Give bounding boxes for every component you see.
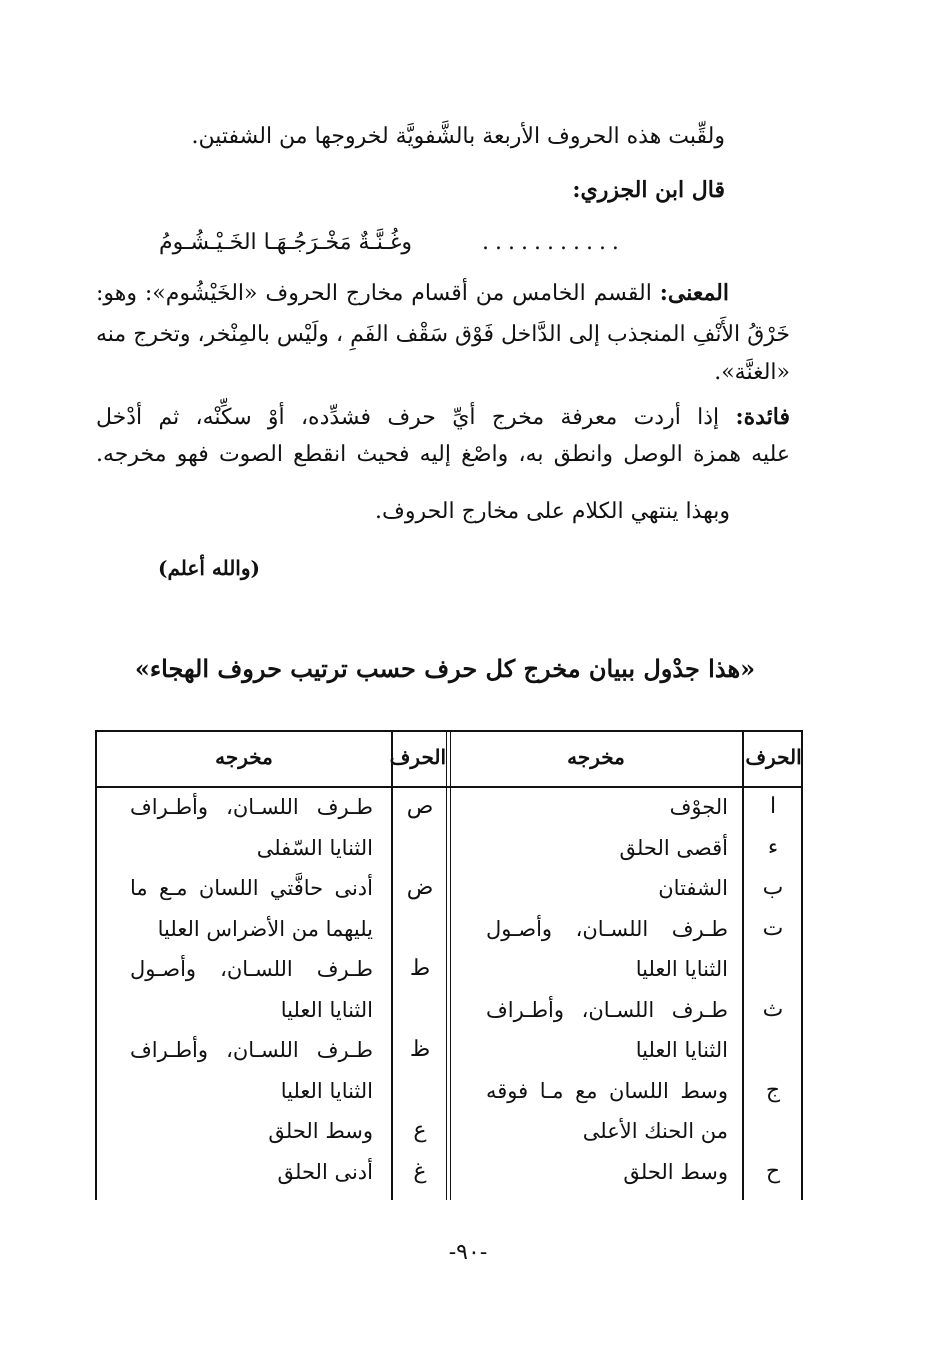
verse-text: وغُـنَّـةٌ مَخْـرَجُـهَـا الخَـيْـشُـومُ bbox=[159, 230, 412, 255]
meaning-line-2: خَرْقُ الأَنْفِ المنجذب إلى الدَّاخل فَوْق سَقْف الفَمِ ، ولَيْس بالمِنْخر، وتخرج منه bbox=[96, 322, 790, 347]
benefit-text-1: إذا أردت معرفة مخرج أيِّ حرف فشدِّده، أوْ سكِّنْه، ثم أدْخل bbox=[96, 405, 720, 430]
right-letter: ج bbox=[765, 1077, 781, 1103]
right-letter: ب bbox=[762, 875, 784, 900]
column-divider-right bbox=[742, 732, 744, 1200]
meaning-line-3: «الغنَّة». bbox=[714, 360, 790, 385]
right-exit-text: من الحنك الأعلى bbox=[582, 1119, 728, 1143]
header-letter-right: الحرف bbox=[745, 745, 802, 769]
benefit-label: فائدة: bbox=[735, 404, 790, 430]
header-exit-right: مخرجه bbox=[567, 745, 625, 769]
column-divider-middle bbox=[446, 732, 451, 1200]
left-exit-text: الثنايا السّفلى bbox=[256, 835, 373, 860]
right-exit-text: الثنايا العليا bbox=[635, 957, 728, 981]
left-exit-text: الثنايا العليا bbox=[280, 1078, 373, 1103]
benefit-paragraph-line1 bbox=[96, 402, 790, 433]
header-exit-left: مخرجه bbox=[215, 745, 273, 769]
benefit-line-2: عليه همزة الوصل وانطق به، واصْغ إليه فحيث انقطع الصوت فهو مخرجه. bbox=[96, 442, 790, 467]
right-exit-text: طـرف اللسـان، وأصـول bbox=[486, 916, 728, 941]
left-letter: ط bbox=[409, 956, 431, 981]
quote-heading: قال ابن الجزري: bbox=[572, 177, 725, 203]
meaning-paragraph-line1 bbox=[96, 278, 729, 309]
closing-line: وبهذا ينتهي الكلام على مخارج الحروف. bbox=[375, 499, 730, 524]
right-letter: ت bbox=[762, 915, 784, 941]
right-exit-text: طـرف اللسـان، وأطـراف bbox=[486, 997, 728, 1022]
right-letter: ح bbox=[765, 1158, 781, 1184]
left-exit-text: طـرف اللسـان، وأطـراف bbox=[130, 795, 373, 819]
left-letter: غ bbox=[413, 1158, 427, 1184]
left-exit-text: أدنى الحلق bbox=[277, 1159, 373, 1184]
left-exit-text: طـرف اللسـان، وأصـول bbox=[130, 957, 373, 981]
right-exit-text: الثنايا العليا bbox=[635, 1038, 728, 1062]
exit-table bbox=[95, 730, 803, 1200]
left-exit-text: الثنايا العليا bbox=[280, 997, 373, 1022]
right-exit-text: وسط الحلق bbox=[623, 1159, 728, 1184]
left-letter: ع bbox=[413, 1118, 427, 1143]
left-exit-text: طـرف اللسـان، وأطـراف bbox=[130, 1038, 373, 1062]
right-letter: ث bbox=[762, 996, 784, 1022]
meaning-label: المعنى: bbox=[659, 280, 729, 306]
left-letter: ص bbox=[406, 794, 434, 819]
intro-line: ولقِّبت هذه الحروف الأربعة بالشَّفويَّة لخروجها من الشفتين. bbox=[191, 124, 725, 149]
left-exit-text: أدنى حافَّتي اللسان مـع ما bbox=[130, 876, 373, 900]
left-exit-text: يليهما من الأضراس العليا bbox=[157, 916, 373, 941]
left-exit-text: وسط الحلق bbox=[268, 1119, 373, 1143]
verse-dots: ........... bbox=[482, 230, 625, 255]
right-exit-text: الشفتان bbox=[658, 876, 728, 900]
right-letter: ا bbox=[769, 794, 777, 819]
allah-knows: (والله أعلم) bbox=[158, 556, 260, 580]
right-letter: ء bbox=[767, 834, 779, 860]
right-exit-text: أقصى الحلق bbox=[619, 835, 728, 860]
right-exit-text: الجوْف bbox=[669, 795, 728, 819]
meaning-text-1: القسم الخامس من أقسام مخارج الحروف «الخَيْشُوم»: وهو: bbox=[96, 281, 652, 306]
header-letter-left: الحرف bbox=[389, 745, 446, 769]
table-title: «هذا جدْول ببيان مخرج كل حرف حسب ترتيب حروف الهجاء» bbox=[134, 654, 756, 683]
right-exit-text: وسط اللسان مع مـا فوقه bbox=[486, 1078, 728, 1103]
column-divider-left bbox=[391, 732, 393, 1200]
page-number: -٩٠- bbox=[448, 1240, 488, 1265]
left-letter: ض bbox=[406, 875, 434, 900]
left-letter: ظ bbox=[409, 1037, 431, 1062]
